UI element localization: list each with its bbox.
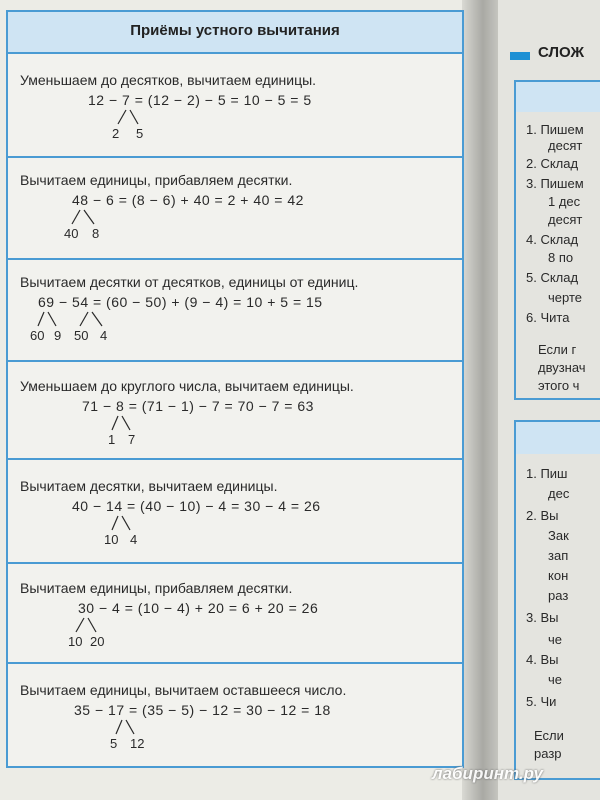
method-rule: Вычитаем десятки от десятков, единицы от единиц. [20,274,359,290]
method-section-2 [8,158,462,260]
right-note-2-line-0: Если [534,728,564,743]
split-part: 10 [104,532,119,547]
watermark-logo: лабиринт.ру [432,764,543,783]
right-list-1-item-3: 3. Пишем [526,176,584,191]
right-list-1-item-6: 4. Склад [526,232,579,247]
right-note-1-line-2: этого ч [538,378,580,393]
method-equation: 71 − 8 = (71 − 1) − 7 = 70 − 7 = 63 [82,398,314,414]
number-split-diagram [30,310,130,344]
method-rule: Вычитаем единицы, прибавляем десятки. [20,580,293,596]
right-list-2-item-6: раз [548,588,569,603]
split-part: 4 [100,328,108,343]
number-split-diagram [64,208,124,242]
number-split-diagram [104,414,164,448]
split-part: 5 [136,126,144,141]
page-gutter [462,0,500,800]
right-list-2-item-8: че [548,632,563,647]
subtraction-methods-card [6,10,464,768]
method-equation: 69 − 54 = (60 − 50) + (9 − 4) = 10 + 5 = 15 [38,294,323,310]
split-part: 8 [92,226,100,241]
right-list-2-item-4: зап [548,548,569,563]
method-section-6 [8,564,462,664]
number-split-diagram [104,514,164,548]
split-part: 2 [112,126,120,141]
right-list-1-item-5: десят [548,212,583,227]
split-part: 10 [68,634,83,649]
card-title: Приёмы устного вычитания [130,22,340,39]
method-section-3 [8,260,462,362]
right-list-1-item-7: 8 по [548,250,574,265]
split-part: 12 [130,736,145,751]
right-list-2-item-9: 4. Вы [526,652,559,667]
method-rule: Вычитаем десятки, вычитаем единицы. [20,478,278,494]
method-equation: 30 − 4 = (10 − 4) + 20 = 6 + 20 = 26 [78,600,319,616]
number-split-diagram [68,616,128,650]
right-list-2-item-2: 2. Вы [526,508,559,523]
split-part: 9 [54,328,62,343]
card-header [8,12,462,54]
method-equation: 48 − 6 = (8 − 6) + 40 = 2 + 40 = 42 [72,192,304,208]
right-list-2-item-3: Зак [548,528,569,543]
number-split-diagram [108,108,168,142]
method-section-1 [8,52,462,158]
number-split-diagram [108,718,168,752]
right-list-1-item-10: 6. Чита [526,310,570,325]
method-section-4 [8,362,462,460]
right-list-2-item-5: кон [548,568,569,583]
right-page [498,0,600,800]
split-part: 60 [30,328,45,343]
method-rule: Вычитаем единицы, вычитаем оставшееся число. [20,682,347,698]
right-list-1-item-9: черте [548,290,582,305]
right-list-1-item-1: десят [548,138,583,153]
method-equation: 40 − 14 = (40 − 10) − 4 = 30 − 4 = 26 [72,498,321,514]
right-page-title: СЛОЖ [538,44,585,61]
split-part: 7 [128,432,136,447]
split-part: 50 [74,328,89,343]
right-note-2-line-1: разр [534,746,562,761]
right-list-2-item-10: че [548,672,563,687]
method-section-7 [8,664,462,766]
right-list-1-item-0: 1. Пишем [526,122,584,137]
split-part: 5 [110,736,118,751]
right-list-2-item-0: 1. Пиш [526,466,568,481]
method-section-5 [8,460,462,564]
method-equation: 35 − 17 = (35 − 5) − 12 = 30 − 12 = 18 [74,702,331,718]
split-part: 1 [108,432,116,447]
right-list-2-item-1: дес [548,486,570,501]
right-list-1-item-2: 2. Склад [526,156,579,171]
split-part: 20 [90,634,105,649]
method-rule: Уменьшаем до десятков, вычитаем единицы. [20,72,317,88]
split-part: 4 [130,532,138,547]
right-list-1-item-8: 5. Склад [526,270,579,285]
method-rule: Вычитаем единицы, прибавляем десятки. [20,172,293,188]
section-marker-icon [510,52,530,60]
method-rule: Уменьшаем до круглого числа, вычитаем единицы. [20,378,354,394]
right-list-2-item-11: 5. Чи [526,694,557,709]
right-list-1-item-4: 1 дес [548,194,581,209]
right-note-1-line-0: Если г [538,342,577,357]
split-part: 40 [64,226,79,241]
right-list-2-item-7: 3. Вы [526,610,559,625]
method-equation: 12 − 7 = (12 − 2) − 5 = 10 − 5 = 5 [88,92,312,108]
right-note-1-line-1: двузнач [538,360,586,375]
